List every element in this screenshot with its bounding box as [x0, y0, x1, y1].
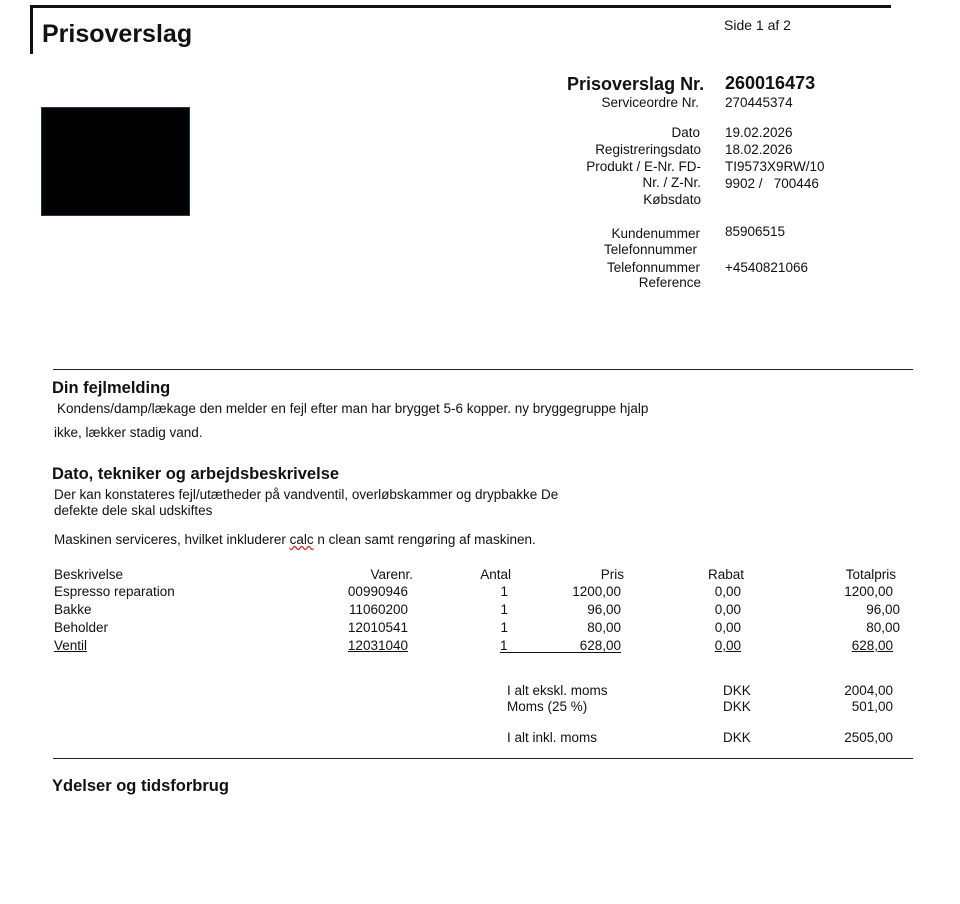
- header-left-rule: [30, 5, 33, 54]
- total-incl-vat-value: 2505,00: [844, 730, 893, 745]
- doc-number-label: Prisoverslag Nr.: [567, 74, 705, 94]
- col-header-quantity: Antal: [480, 567, 511, 582]
- table-row-3-item-no: 12010541: [347, 620, 408, 635]
- table-row-2-discount: 0,00: [714, 602, 741, 617]
- phone-label-1: Telefonnummer: [603, 242, 697, 257]
- phone-label-2: Telefonnummer: [606, 260, 700, 275]
- reference-label: Reference: [638, 275, 701, 290]
- total-excl-vat-currency: DKK: [723, 683, 751, 698]
- table-row-4-description: Ventil: [54, 638, 88, 653]
- fault-text-line-1: Kondens/damp/lækage den melder en fejl efter man har brygget 5-6 kopper. ny bryggegruppe hjalp: [57, 401, 649, 416]
- table-row-2-item-no: 11060200: [348, 602, 408, 617]
- table-row-1-discount: 0,00: [714, 584, 741, 599]
- table-row-3-discount: 0,00: [714, 620, 741, 635]
- work-heading: Dato, tekniker og arbejdsbeskrivelse: [52, 465, 340, 483]
- table-row-4-discount: 0,00: [714, 638, 741, 653]
- table-row-1-price: 1200,00: [572, 584, 621, 599]
- registration-date-value: 18.02.2026: [725, 142, 793, 157]
- col-header-description: Beskrivelse: [54, 567, 124, 582]
- table-row-3-price: 80,00: [587, 620, 621, 635]
- table-row-3-quantity: 1: [500, 620, 508, 635]
- col-header-discount: Rabat: [707, 567, 744, 582]
- vat-value: 501,00: [851, 699, 893, 714]
- document-title: Prisoverslag: [42, 20, 193, 48]
- date-label: Dato: [671, 125, 700, 140]
- table-row-2-total: 96,00: [866, 602, 900, 617]
- total-excl-vat-value: 2004,00: [844, 683, 893, 698]
- header-top-rule: [30, 5, 891, 8]
- table-row-3-total: 80,00: [866, 620, 900, 635]
- table-row-3-description: Beholder: [54, 620, 109, 635]
- section-divider-2: [53, 758, 913, 759]
- service-order-value: 270445374: [725, 95, 793, 110]
- table-row-2-price: 96,00: [587, 602, 621, 617]
- table-row-4-item-no: 12031040: [347, 638, 408, 653]
- work-text-line-3: Maskinen serviceres, hvilket inkluderer calc n clean samt rengøring af maskinen.: [54, 532, 536, 547]
- fault-text-line-2: ikke, lækker stadig vand.: [54, 425, 203, 440]
- table-row-4-quantity: 1: [500, 638, 508, 653]
- total-excl-vat-label: I alt ekskl. moms: [507, 683, 608, 698]
- doc-number-value: 260016473: [725, 73, 816, 93]
- registration-date-label: Registreringsdato: [595, 142, 701, 157]
- total-incl-vat-label: I alt inkl. moms: [507, 730, 598, 745]
- table-row-1-total: 1200,00: [844, 584, 893, 599]
- table-row-2-quantity: 1: [500, 602, 508, 617]
- total-incl-vat-currency: DKK: [723, 730, 751, 745]
- col-header-price: Pris: [600, 567, 624, 582]
- nr-value: 9902 / 700446: [725, 176, 819, 191]
- work-text-line-1: Der kan konstateres fejl/utætheder på vandventil, overløbskammer og drypbakke De: [54, 487, 559, 502]
- table-row-1-quantity: 1: [500, 584, 508, 599]
- col-header-total: Totalpris: [845, 567, 896, 582]
- customer-number-label: Kundenummer: [611, 226, 700, 241]
- work-text-line-2: defekte dele skal udskiftes: [54, 503, 213, 518]
- vat-label: Moms (25 %): [507, 699, 588, 714]
- phone-value-2: +4540821066: [725, 260, 808, 275]
- nr-label: Nr. / Z-Nr.: [642, 175, 701, 190]
- service-order-label: Serviceordre Nr.: [601, 95, 699, 110]
- vat-currency: DKK: [723, 699, 751, 714]
- table-row-1-description: Espresso reparation: [54, 584, 175, 599]
- date-value: 19.02.2026: [725, 125, 793, 140]
- fault-heading: Din fejlmelding: [52, 379, 171, 397]
- section-divider-1: [53, 369, 913, 370]
- table-row-1-item-no: 00990946: [347, 584, 408, 599]
- table-row-2-description: Bakke: [54, 602, 92, 617]
- page-indicator: Side 1 af 2: [724, 17, 791, 33]
- table-row-4-total: 628,00: [851, 638, 893, 653]
- company-logo: [41, 107, 190, 216]
- product-label: Produkt / E-Nr. FD-: [586, 159, 701, 174]
- col-header-item-no: Varenr.: [370, 567, 413, 582]
- services-heading: Ydelser og tidsforbrug: [52, 777, 229, 795]
- purchase-date-label: Købsdato: [643, 192, 701, 207]
- customer-number-value: 85906515: [725, 224, 786, 239]
- table-row-4-price: 628,00: [579, 638, 621, 653]
- spellcheck-word: calc: [289, 532, 314, 547]
- product-value: TI9573X9RW/10: [725, 159, 825, 174]
